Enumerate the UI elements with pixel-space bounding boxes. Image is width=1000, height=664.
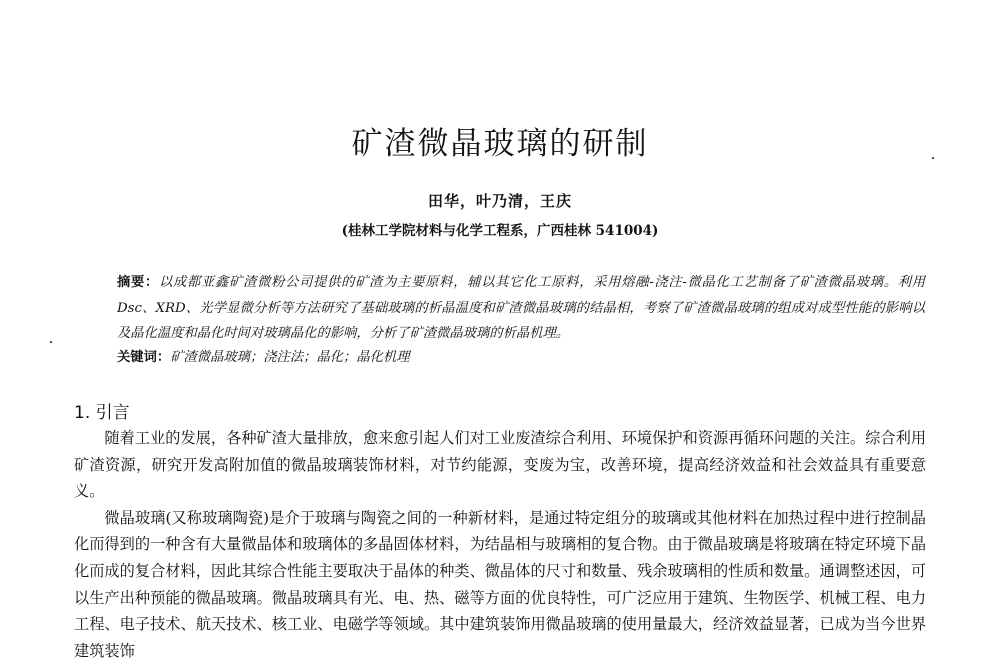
abstract-text: 以成都亚鑫矿渣微粉公司提供的矿渣为主要原料，辅以其它化工原料，采用熔融-浇注-微晶化工艺制备了矿渣微晶玻璃。利用 Dsc、XRD、光学显微分析等方法研究了基础玻璃的析晶温度和矿渣微晶玻璃的结晶相，考察了矿渣微晶玻璃的组成对成型性能的影响以及晶化温度和晶化时间对玻璃晶化的影响，分析了矿渣微晶玻璃的析晶机理。 xyxy=(117,275,926,342)
section-heading: 1. 引言 xyxy=(74,403,130,423)
body-paragraph: 微晶玻璃(又称玻璃陶瓷)是介于玻璃与陶瓷之间的一种新材料，是通过特定组分的玻璃或其他材料在加热过程中进行控制晶化而得到的一种含有大量微晶体和玻璃体的多晶固体材料，为结晶相与玻璃相的复合物。由于微晶玻璃是将玻璃在特定环境下晶化而成的复合材料，因此其综合性能主要取决于晶体的种类、微晶体的尺寸和数量、残余玻璃相的性质和数量。通调整述因，可以生产出种预能的微晶玻璃。微晶玻璃具有光、电、热、磁等方面的优良特性，可广泛应用于建筑、生物医学、机械工程、电力工程、电子技术、航天技术、核工业、电磁学等领域。其中建筑装饰用微晶玻璃的使用量最大，经济效益显著，已成为当今世界建筑装饰 xyxy=(74,508,926,660)
abstract-block xyxy=(117,270,925,347)
paper-affiliation: (桂林工学院材料与化学工程系，广西桂林 541004) xyxy=(341,223,659,239)
scan-speck xyxy=(50,341,52,343)
paper-title: 矿渣微晶玻璃的研制 xyxy=(351,126,649,162)
keywords-text: 矿渣微晶玻璃；浇注法；晶化；晶化机理 xyxy=(170,350,410,365)
keywords-label: 关键词： xyxy=(117,350,171,365)
abstract-label: 摘要： xyxy=(117,275,160,290)
body-paragraph: 随着工业的发展，各种矿渣大量排放，愈来愈引起人们对工业废渣综合利用、环境保护和资源再循环问题的关注。综合利用矿渣资源，研究开发高附加值的微晶玻璃装饰材料，对节约能源，变废为宝，改善环境，提高经济效益和社会效益具有重要意义。 xyxy=(74,429,926,501)
section-body xyxy=(74,425,926,664)
keywords-block xyxy=(117,346,925,365)
paper-authors: 田华，叶乃清，王庆 xyxy=(427,192,572,210)
